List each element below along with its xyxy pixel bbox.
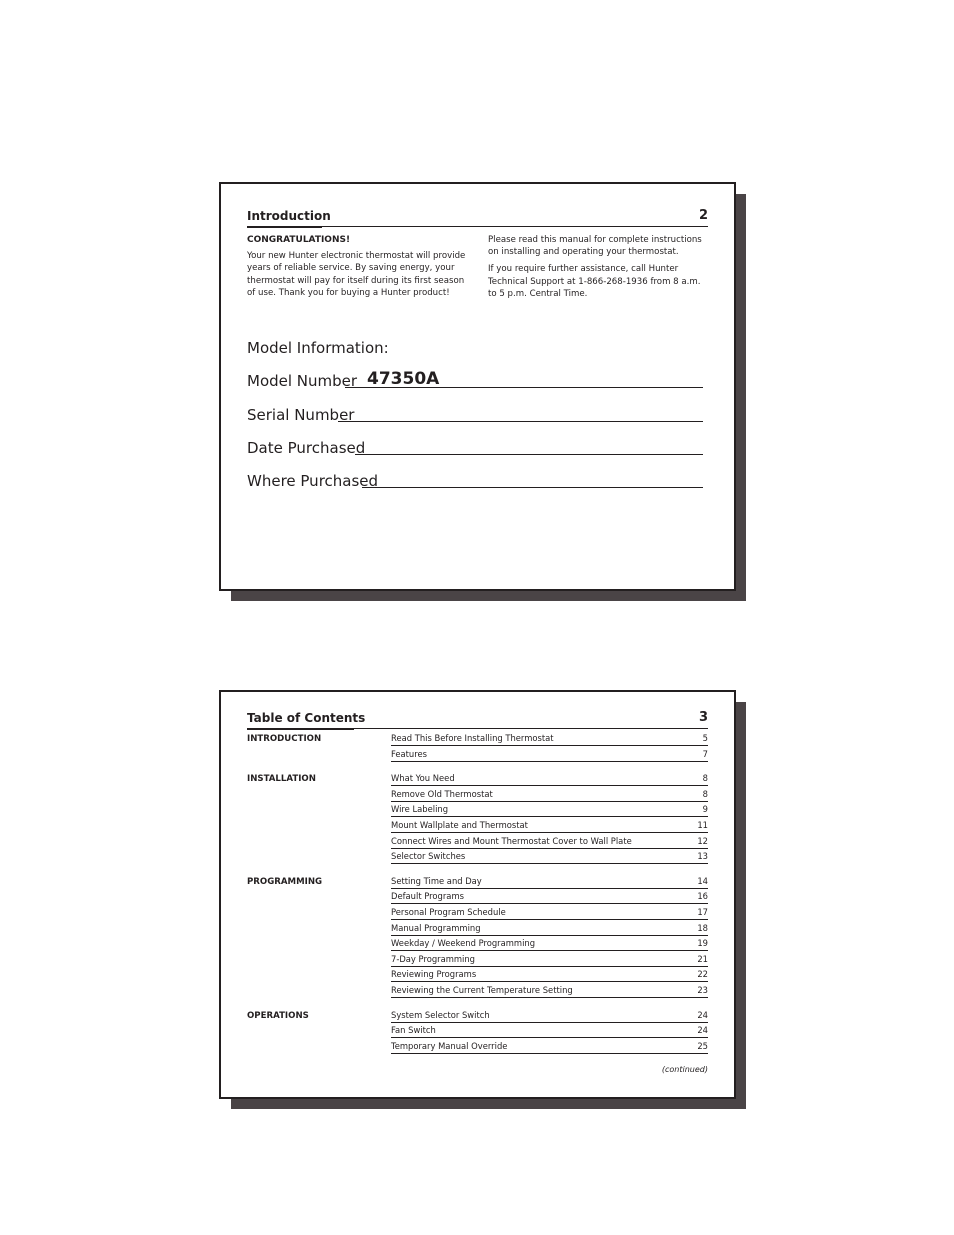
toc-entry-title: Fan Switch [391, 1025, 436, 1036]
toc-entry[interactable] [391, 888, 708, 904]
toc-entry-title: Default Programs [391, 891, 464, 902]
field-label: Model Number [247, 372, 358, 390]
toc-entry-page: 9 [702, 804, 708, 815]
toc-entry-page: 17 [697, 907, 708, 917]
instructions-paragraph: Please read this manual for complete instructions on installing and operating your thermostat. [488, 235, 702, 258]
page-2 [219, 182, 746, 602]
toc-entry[interactable] [391, 904, 708, 920]
toc-entry-page: 24 [697, 1009, 708, 1020]
page-header [247, 208, 708, 227]
toc-entry-title: System Selector Switch [391, 1009, 490, 1020]
toc-entry-page: 19 [697, 938, 708, 949]
toc-entry[interactable] [391, 1022, 708, 1038]
where-purchased-field [247, 471, 703, 491]
toc-entry-title: Mount Wallplate and Thermostat [391, 820, 528, 830]
page-sheet [219, 182, 736, 591]
continued-note: (continued) [661, 1065, 708, 1074]
field-line [338, 421, 703, 422]
toc-entry-title: Selector Switches [391, 851, 466, 862]
toc-entry[interactable] [391, 966, 708, 982]
toc-section-heading: OPERATIONS [247, 1010, 309, 1021]
toc-entry-page: 16 [697, 891, 708, 902]
intro-right-column [488, 234, 710, 305]
model-number-value: 47350A [367, 369, 440, 389]
toc-entry-title: Reviewing the Current Temperature Setting [391, 985, 573, 995]
toc-entry[interactable] [391, 770, 708, 786]
toc-entry-title: Connect Wires and Mount Thermostat Cover to Wall Plate [391, 835, 632, 846]
page-number: 3 [698, 710, 708, 725]
field-label: Where Purchased [247, 472, 379, 490]
congrats-heading: CONGRATULATIONS! [247, 235, 351, 245]
toc-entry-page: 25 [697, 1040, 708, 1051]
toc-entry-title: Manual Programming [391, 922, 481, 933]
toc-entry[interactable] [391, 786, 708, 802]
toc-entry-page: 8 [702, 773, 708, 784]
serial-number-field [247, 405, 703, 425]
field-line [355, 454, 703, 455]
field-line [362, 487, 703, 488]
toc-entry-title: What You Need [391, 773, 455, 784]
toc-entry-title: 7-Day Programming [391, 953, 475, 964]
toc-entry[interactable] [391, 833, 708, 849]
toc-entry[interactable] [391, 1007, 708, 1023]
intro-paragraph: Your new Hunter electronic thermostat will provide years of reliable service. By saving energy, your thermostat will pay for itself during its first season of use. Thank you for buying a Hunter product! [247, 251, 466, 298]
title-underline [247, 728, 354, 730]
toc-entry[interactable] [391, 817, 708, 833]
toc-entry-title: Setting Time and Day [391, 875, 482, 886]
page-title: Table of Contents [247, 711, 366, 725]
toc-section-heading: PROGRAMMING [247, 876, 323, 887]
toc-entry-title: Personal Program Schedule [391, 907, 506, 917]
toc-entry-title: Weekday / Weekend Programming [391, 938, 536, 949]
field-label: Date Purchased [247, 439, 366, 457]
toc-entry-title: Features [391, 748, 428, 759]
toc-entry[interactable] [391, 920, 708, 936]
toc-entry[interactable] [391, 746, 708, 762]
page-sheet [219, 690, 736, 1099]
toc-entry-page: 13 [697, 851, 708, 862]
toc-entry-page: 7 [702, 748, 708, 759]
toc-entry[interactable] [391, 982, 708, 998]
date-purchased-field [247, 438, 703, 458]
model-number-field [247, 371, 703, 391]
page-3 [219, 690, 746, 1110]
model-info-heading: Model Information: [247, 339, 389, 357]
toc-section-heading: INSTALLATION [247, 774, 316, 785]
toc-entry-title: Remove Old Thermostat [391, 788, 493, 799]
toc-entry[interactable] [391, 873, 708, 889]
toc-entry-page: 21 [697, 953, 708, 964]
toc-entry-title: Temporary Manual Override [391, 1040, 508, 1051]
page-title: Introduction [247, 209, 331, 223]
page-number: 2 [698, 208, 708, 223]
toc-entry-page: 14 [697, 875, 708, 886]
toc-entry-page: 5 [702, 733, 708, 743]
toc-entry-title: Read This Before Installing Thermostat [391, 733, 554, 743]
intro-left-column [247, 234, 469, 304]
field-label: Serial Number [247, 406, 355, 424]
toc-entry-title: Reviewing Programs [391, 969, 477, 980]
toc-entry-page: 18 [697, 922, 708, 933]
support-paragraph: If you require further assistance, call Hunter Technical Support at 1-866-268-1936 from 8 a.m. to 5 p.m. Central Time. [488, 264, 701, 299]
toc-entry-page: 22 [697, 969, 708, 980]
toc-entry[interactable] [391, 801, 708, 817]
toc-entry-title: Wire Labeling [391, 804, 449, 815]
toc-entry[interactable] [391, 848, 708, 864]
toc-entry-page: 23 [697, 985, 708, 995]
page-header [247, 710, 708, 729]
toc-entry[interactable] [391, 935, 708, 951]
toc-section-heading: INTRODUCTION [247, 734, 322, 744]
toc-entry-page: 11 [697, 820, 708, 830]
toc-entry[interactable] [391, 730, 708, 746]
toc-entry[interactable] [391, 951, 708, 967]
toc-entry-page: 12 [697, 835, 708, 846]
toc-entry-page: 8 [702, 788, 708, 799]
title-underline [247, 226, 322, 228]
toc-entry-page: 24 [697, 1025, 708, 1036]
toc-entry[interactable] [391, 1038, 708, 1054]
